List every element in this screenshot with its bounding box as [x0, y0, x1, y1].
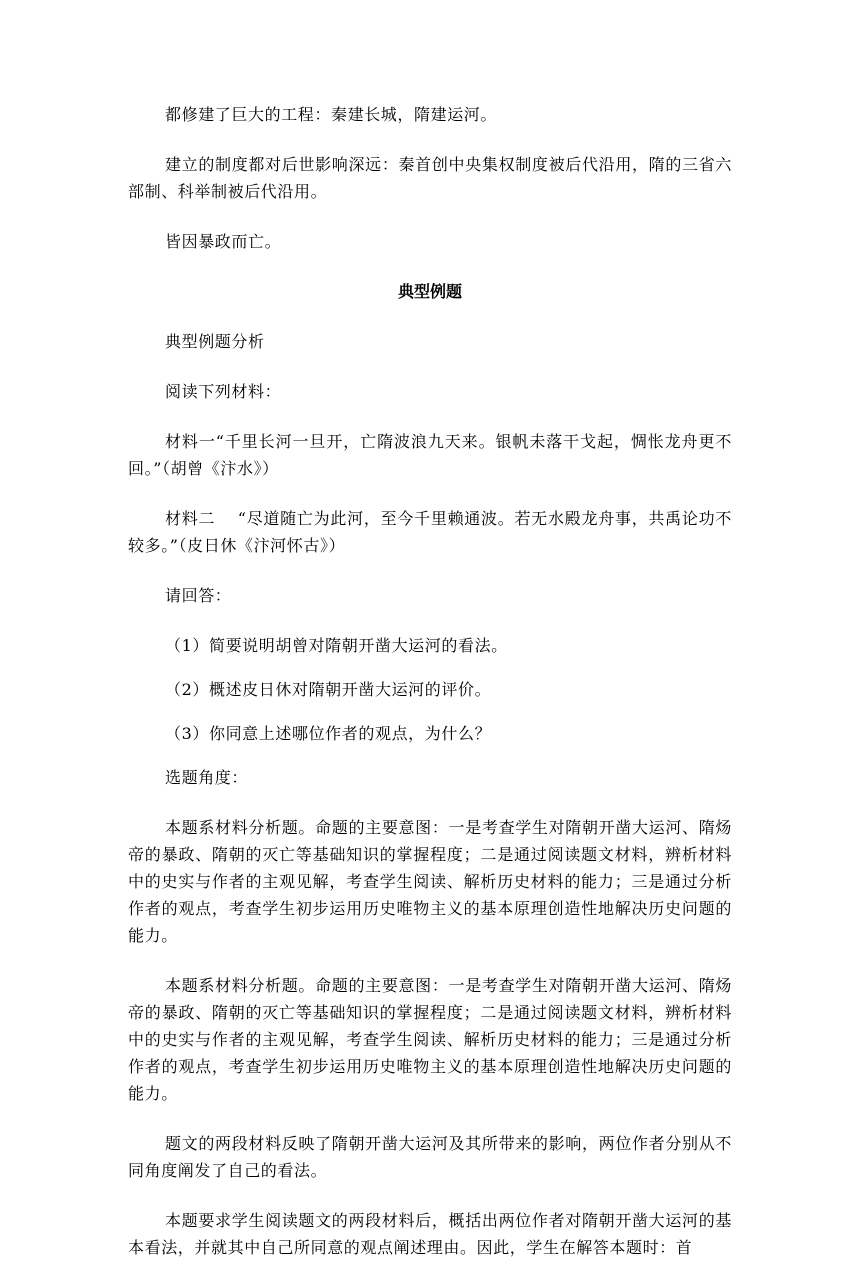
example-intro: 阅读下列材料：: [165, 382, 282, 401]
analysis-paragraph-2: 本题系材料分析题。命题的主要意图：一是考查学生对隋朝开凿大运河、隋炀帝的暴政、隋朝的灭亡等基础知识的掌握程度；二是通过阅读题文材料，辨析材料中的史实与作者的主观见解，考查学生阅读、解析历史材料的能力；三是通过分析作者的观点，考查学生初步运用历史唯物主义的基本原理创造性地解决历史问题的能力。: [128, 976, 732, 1103]
analysis-paragraph-3: 题文的两段材料反映了隋朝开凿大运河及其所带来的影响，两位作者分别从不同角度阐发了自己的看法。: [128, 1134, 732, 1180]
question-2: （2）概述皮日休对隋朝开凿大运河的评价。: [165, 680, 492, 699]
angle-label: 选题角度：: [165, 768, 249, 787]
document-page: [128, 101, 732, 1284]
analysis-paragraph-4: 本题要求学生阅读题文的两段材料后，概括出两位作者对隋朝开凿大运河的基本看法，并就其中自己所同意的观点阐述理由。因此，学生在解答本题时：首: [128, 1211, 732, 1257]
question-3: （3）你同意上述哪位作者的观点，为什么？: [165, 724, 492, 743]
question-1: （1）简要说明胡曾对隋朝开凿大运河的看法。: [165, 636, 508, 655]
section-heading: 典型例题: [397, 282, 462, 301]
example-subtitle: 典型例题分析: [165, 332, 265, 351]
paragraph-great-projects: 都修建了巨大的工程：秦建长城，隋建运河。: [165, 105, 498, 124]
paragraph-tyranny: 皆因暴政而亡。: [165, 232, 282, 251]
paragraph-institutions: 建立的制度都对后世影响深远：秦首创中央集权制度被后代沿用，隋的三省六部制、科举制被后代沿用。: [128, 155, 732, 201]
material-two: 材料二 “尽道随亡为此河，至今千里赖通波。若无水殿龙舟事，共禹论功不较多。”（皮日休《汴河怀古》）: [128, 509, 732, 555]
analysis-paragraph-1: 本题系材料分析题。命题的主要意图：一是考查学生对隋朝开凿大运河、隋炀帝的暴政、隋朝的灭亡等基础知识的掌握程度；二是通过阅读题文材料，辨析材料中的史实与作者的主观见解，考查学生阅读、解析历史材料的能力；三是通过分析作者的观点，考查学生初步运用历史唯物主义的基本原理创造性地解决历史问题的能力。: [128, 818, 732, 945]
material-one: 材料一“千里长河一旦开，亡隋波浪九天来。银帆未落干戈起，惆怅龙舟更不回。”（胡曾《汴水》）: [128, 432, 732, 478]
answer-prompt: 请回答：: [165, 586, 232, 605]
